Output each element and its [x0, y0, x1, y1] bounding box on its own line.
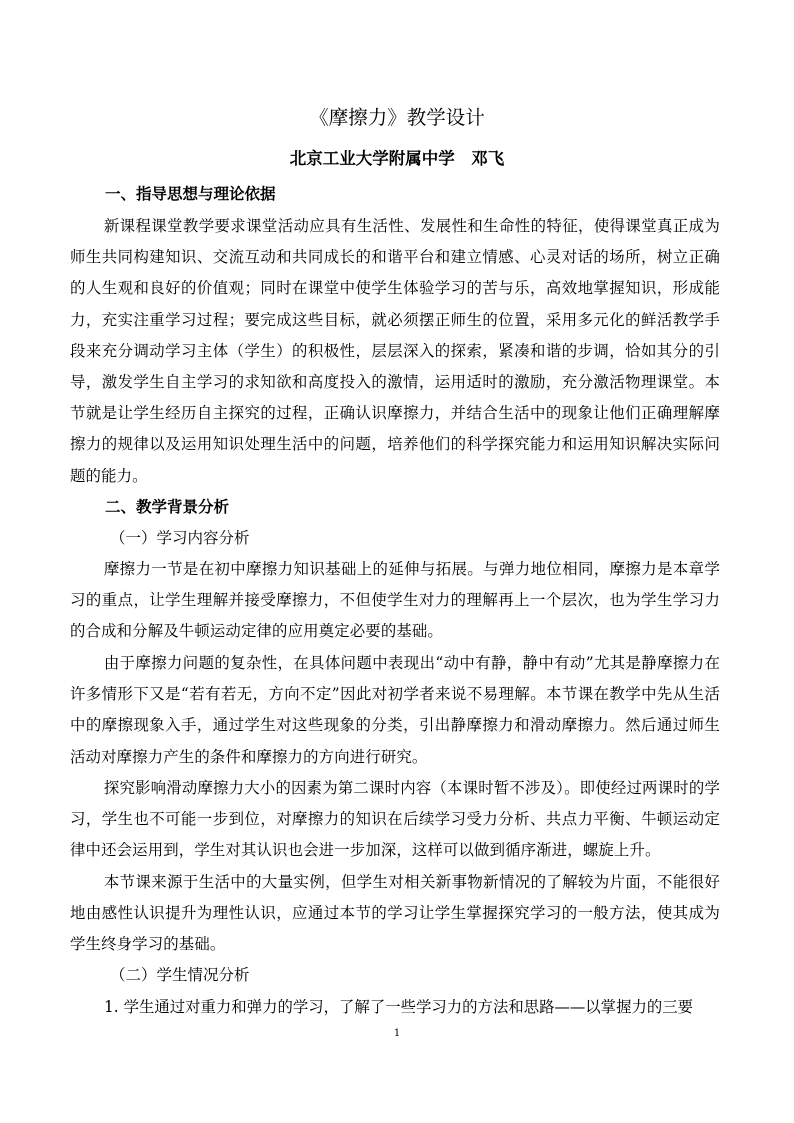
paragraph-content-2: 由于摩擦力问题的复杂性，在具体问题中表现出“动中有静，静中有动”尤其是静摩擦力在许多情形下又是“若有若无，方向不定”因此对初学者来说不易理解。本节课在教学中先从生活中的摩擦现象入手，通过学生对这些现象的分类，引出静摩擦力和滑动摩擦力。然后通过师生活动对摩擦力产生的条件和摩擦力的方向进行研究。 — [70, 654, 720, 766]
paragraph-content-1: 摩擦力一节是在初中摩擦力知识基础上的延伸与拓展。与弹力地位相同，摩擦力是本章学习的重点，让学生理解并接受摩擦力，不但使学生对力的理解再上一个层次，也为学生学习力的合成和分解及牛顿运动定律的应用奠定必要的基础。 — [70, 560, 720, 641]
paragraph-content-3: 探究影响滑动摩擦力大小的因素为第二课时内容（本课时暂不涉及）。即使经过两课时的学习，学生也不可能一步到位，对摩擦力的知识在后续学习受力分析、共点力平衡、牛顿运动定律中还会运用到，学生对其认识也会进一步加深，这样可以做到循序渐进，螺旋上升。 — [70, 779, 720, 860]
subsection-heading-student-analysis: （二）学生情况分析 — [110, 966, 250, 984]
subsection-heading-content-analysis: （一）学习内容分析 — [110, 529, 250, 547]
section-heading-guiding-ideas: 一、指导思想与理论依据 — [105, 184, 276, 203]
section-heading-background: 二、教学背景分析 — [105, 497, 230, 516]
document-author: 北京工业大学附属中学 邓飞 — [289, 149, 505, 168]
document-title: 《摩擦力》教学设计 — [309, 106, 485, 129]
paragraph-content-4: 本节课来源于生活中的大量实例，但学生对相关新事物新情况的了解较为片面，不能很好地由感性认识提升为理性认识，应通过本节的学习让学生掌握探究学习的一般方法，使其成为学生终身学习的基础。 — [70, 873, 720, 954]
paragraph-guiding-ideas: 新课程课堂教学要求课堂活动应具有生活性、发展性和生命性的特征，使得课堂真正成为师生共同构建知识、交流互动和共同成长的和谐平台和建立情感、心灵对话的场所，树立正确的人生观和良好的价值观；同时在课堂中使学生体验学习的苦与乐，高效地掌握知识，形成能力，充实注重学习过程；要完成这些目标，就必须摆正师生的位置，采用多元化的鲜活教学手段来充分调动学习主体（学生）的积极性，层层深入的探索，紧凑和谐的步调，恰如其分的引导，激发学生自主学习的求知欲和高度投入的激情，运用适时的激励，充分激活物理课堂。本节就是让学生经历自主探究的过程，正确认识摩擦力，并结合生活中的现象让他们正确理解摩擦力的规律以及运用知识处理生活中的问题，培养他们的科学探究能力和运用知识解决实际问题的能力。 — [70, 217, 720, 485]
list-item-student-1: 1. 学生通过对重力和弹力的学习，了解了一些学习力的方法和思路——以掌握力的三要 — [104, 998, 694, 1016]
page-number: 1 — [393, 1028, 401, 1039]
